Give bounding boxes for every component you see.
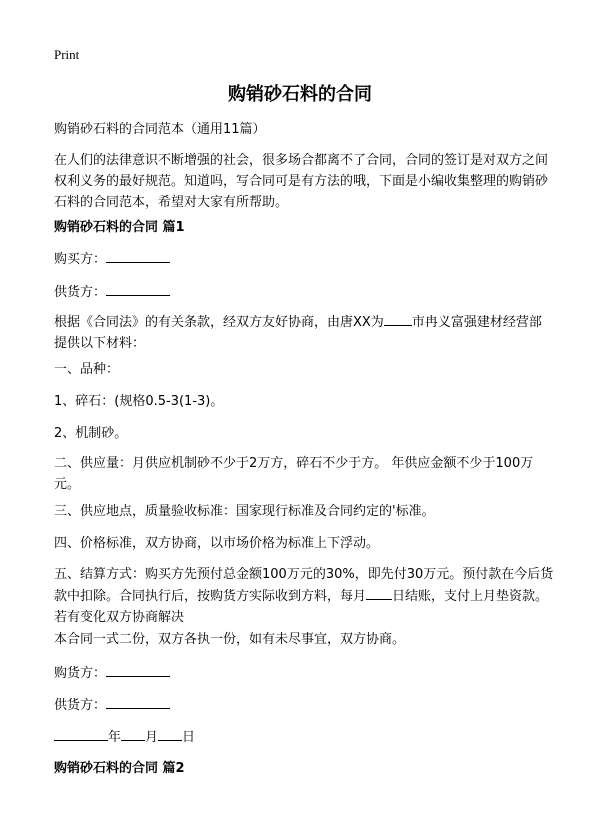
settlement-text-2: 日结账，支付上月垫资款。若有变化双方协商解决 [54, 589, 549, 625]
supplier-label: 供货方： [54, 285, 107, 300]
city-blank [384, 311, 412, 326]
buyer-line [54, 248, 554, 270]
item-machine-sand: 2、机制砂。 [54, 426, 128, 441]
buyer-label: 购买方： [54, 252, 107, 267]
day-blank [158, 726, 182, 741]
supply-amount-paragraph: 二、供应量：月供应机制砂不少于2万方，碎石不少于方。 年供应金额不少于100万元。 [54, 456, 534, 492]
supplier-line [54, 281, 554, 303]
buyer-signature-label: 购货方： [54, 666, 107, 681]
settlement-text-1: 五、结算方式：购买方先预付总金额100万元的30%，即先付30万元。预付款在今后货款中扣除。合同执行后，按购货方实际收到方料，每月 [54, 567, 554, 604]
subtitle: 购销砂石料的合同范本（通用11篇） [54, 122, 266, 137]
buyer-blank [106, 248, 170, 263]
supplier-signature-blank [106, 694, 170, 709]
year-label: 年 [108, 730, 122, 745]
supplier-blank [106, 281, 170, 296]
document-title: 购销砂石料的合同 [228, 84, 372, 105]
month-blank [121, 726, 145, 741]
section2-heading: 购销砂石料的合同 篇2 [54, 761, 185, 776]
buyer-signature-blank [106, 662, 170, 677]
basis-paragraph [54, 311, 554, 354]
price-paragraph: 四、价格标准，双方协商，以市场价格为标准上下浮动。 [54, 536, 380, 551]
settlement-paragraph [54, 564, 554, 628]
basis-text-1: 根据《合同法》的有关条款，经双方友好协商，由唐XX为 [54, 315, 384, 330]
date-line [54, 726, 554, 748]
print-link[interactable]: Print [54, 47, 80, 62]
month-label: 月 [145, 730, 159, 745]
supplier-signature-line [54, 694, 554, 716]
supplier-signature-label: 供货方： [54, 698, 107, 713]
intro-paragraph: 在人们的法律意识不断增强的社会，很多场合都离不了合同，合同的签订是对双方之间权利义务的最好规范。知道吗，写合同可是有方法的哦，下面是小编收集整理的购销砂石料的合同范本，希望对大家有所帮助。 [54, 153, 549, 210]
location-quality-paragraph: 三、供应地点，质量验收标准：国家现行标准及合同约定的'标准。 [54, 504, 435, 519]
day-label: 日 [182, 730, 196, 745]
buyer-signature-line [54, 662, 554, 684]
item-gravel: 1、碎石：(规格0.5-3(1-3)。 [54, 394, 224, 409]
basis-text-2: 市冉义富强建材经营部提供以下材料： [54, 315, 542, 351]
section1-heading: 购销砂石料的合同 篇1 [54, 220, 185, 235]
settlement-day-blank [366, 585, 392, 600]
year-blank [54, 726, 108, 741]
item-heading: 一、品种： [54, 362, 120, 377]
copies-paragraph: 本合同一式二份，双方各执一份，如有未尽事宜，双方协商。 [54, 632, 406, 647]
